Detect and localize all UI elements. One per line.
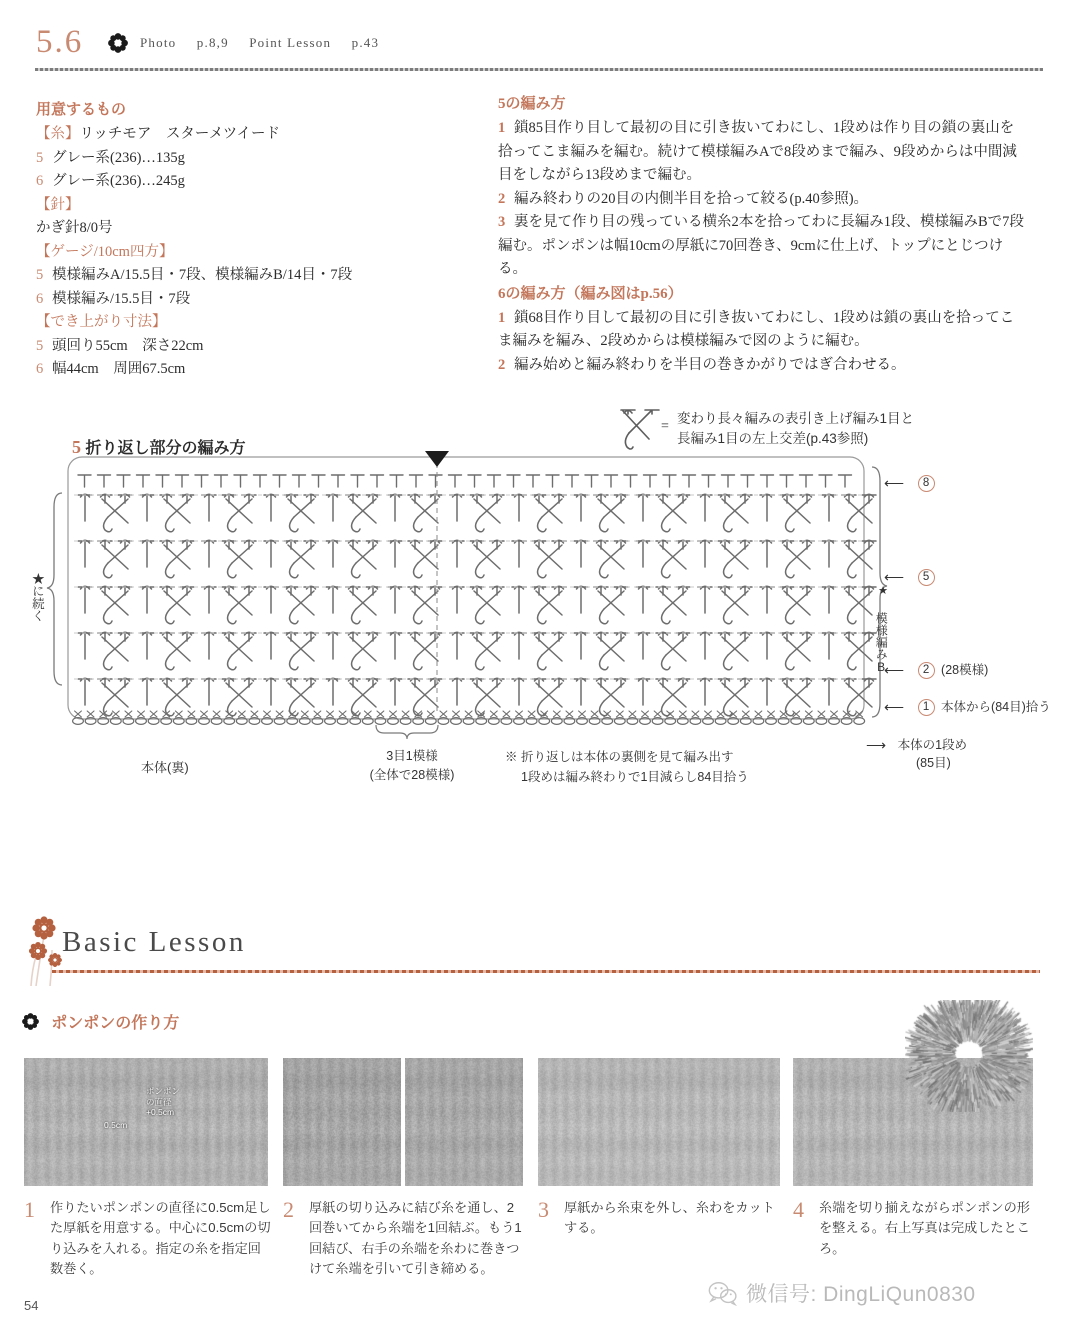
left-arrow-icon: ⟵ — [884, 475, 905, 491]
anno-line3: +0.5cm — [146, 1107, 175, 1118]
chart-title-text: 折り返し部分の編み方 — [85, 440, 246, 457]
instruction-step — [498, 188, 1028, 211]
header-meta — [140, 35, 395, 51]
step-photo-1 — [24, 1058, 268, 1186]
body-first-row-line2: (85目) — [916, 756, 951, 770]
row-number-badge: 8 — [918, 475, 935, 492]
yarn-item-no: 6 — [36, 173, 44, 190]
step-caption-1 — [24, 1198, 272, 1280]
page-number: 54 — [24, 1298, 39, 1313]
pompom-heading — [22, 1010, 179, 1033]
row-marker-note: 本体から(84目)拾う — [941, 700, 1051, 714]
photo-canvas — [538, 1058, 780, 1186]
step-number: 3 — [498, 214, 506, 231]
yarn-item-text: グレー系(236)…245g — [52, 173, 185, 190]
section-5-title: の編み方 — [505, 96, 566, 112]
header-divider — [35, 68, 1043, 71]
pompom-heading-text: ポンポンの作り方 — [51, 1015, 180, 1032]
repeat-width-line2: (全体で28模様) — [369, 767, 455, 782]
step-caption-3 — [538, 1198, 780, 1239]
wechat-watermark — [708, 1278, 976, 1308]
section-5-number: 5 — [498, 96, 506, 112]
step-photo-2a — [283, 1058, 401, 1186]
gauge-brace: 【ゲージ/10cm四方】 — [36, 243, 174, 260]
step-caption-2 — [283, 1198, 525, 1280]
section-6-number: 6 — [498, 285, 506, 302]
step-text: 作りたいポンポンの直径に0.5cm足した厚紙を用意する。中心に0.5cmの切り込みを入れる。指定の糸を指定回数巻く。 — [50, 1200, 271, 1277]
step-number: 4 — [793, 1197, 804, 1222]
step-text: 裏を見て作り目の残っている横糸2本を拾ってわに長編み1段、模様編みBで7段編む。ポンポンは幅10cmの厚紙に70回巻き、9cmに仕上げ、トップにとじつける。 — [498, 214, 1024, 278]
right-arrow-icon: ⟶ — [866, 737, 887, 754]
step-number: 2 — [498, 190, 506, 207]
left-arrow-icon: ⟵ — [884, 569, 905, 585]
row-marker-1 — [884, 697, 1051, 716]
row-marker-2 — [884, 660, 988, 679]
step-text: 厚紙から糸束を外し、糸わをカットする。 — [564, 1200, 775, 1236]
left-arrow-icon: ⟵ — [884, 699, 905, 716]
chart-number: 5 — [72, 437, 81, 457]
left-arrow-icon: ⟵ — [884, 662, 905, 679]
yarn-brace: 【糸】 — [36, 126, 80, 143]
needle-brace: 【針】 — [36, 196, 80, 213]
body-first-row-marker — [866, 735, 967, 754]
instructions-column — [498, 92, 1028, 377]
yarn-item — [36, 170, 476, 193]
repeat-width-line1: 3目1模様 — [386, 749, 438, 763]
size-item — [36, 358, 476, 381]
page-title: 5.6 — [36, 24, 84, 60]
legend-line-2: 長編み1目の左上交差(p.43参照) — [677, 431, 869, 447]
body-first-row-line1: 本体の1段め — [897, 738, 968, 752]
yarn-item-text: グレー系(236)…135g — [52, 149, 185, 166]
photo-annotation-text — [146, 1086, 180, 1118]
size-item-no: 5 — [36, 337, 44, 354]
photo-canvas — [905, 1000, 1033, 1112]
step-number: 2 — [498, 356, 506, 373]
step-photo-2b — [405, 1058, 523, 1186]
step-caption-4 — [793, 1198, 1033, 1259]
chart-note — [505, 747, 749, 787]
flower-icon — [22, 1013, 39, 1030]
gauge-item-text: 模様編み/15.5目・7段 — [52, 290, 191, 307]
repeat-width-brace — [376, 725, 438, 739]
yarn-item — [36, 147, 476, 170]
flower-icon — [108, 33, 128, 53]
step-text: 鎖85目作り目して最初の目に引き抜いてわにし、1段めは作り目の鎖の裏山を拾ってこま編みを編む。続けて模様編みAで8段めまで編み、9段めからは中間減目をしながら13段めまで編む。 — [498, 120, 1017, 184]
yarn-name: リッチモア スターメツイード — [79, 126, 281, 143]
size-item-no: 6 — [36, 361, 44, 378]
row-number-badge: 1 — [918, 699, 935, 716]
row-number-badge: 2 — [918, 662, 935, 679]
start-direction-arrow — [425, 451, 449, 467]
gauge-item — [36, 264, 476, 287]
legend-line-1: 変わり長々編みの表引き上げ編み1目と — [677, 411, 915, 426]
repeat-width-label — [364, 747, 460, 785]
foundation-chain-row — [73, 711, 865, 724]
legend-equals-sign: = — [661, 419, 669, 434]
pattern-b-label — [874, 585, 892, 689]
instruction-step — [498, 117, 1028, 187]
size-item-text: 頭回り55cm 深さ22cm — [52, 337, 204, 354]
gauge-item-no: 5 — [36, 267, 44, 284]
basic-lesson-title: Basic Lesson — [62, 926, 246, 958]
point-lesson-label: Point Lesson — [249, 35, 332, 50]
chart-note-line2: 1段めは編み終わりで1目減らし84目拾う — [521, 770, 749, 784]
section-5-heading — [498, 92, 1028, 116]
section-6-title: の編み方（編み図はp.56） — [505, 285, 683, 302]
wechat-icon — [708, 1280, 738, 1306]
section-6-heading — [498, 282, 1028, 306]
instruction-step — [498, 307, 1028, 354]
instruction-step — [498, 211, 1028, 281]
body-back-label: 本体(裏) — [141, 760, 189, 775]
step-number: 1 — [498, 120, 506, 137]
row-marker-note: (28模様) — [941, 663, 989, 677]
instruction-step — [498, 354, 1028, 377]
page-header — [0, 0, 1080, 82]
step-text: 糸端を切り揃えながらポンポンの形を整える。右上写真は完成したところ。 — [819, 1200, 1030, 1256]
anno-line2: の直径 — [146, 1096, 172, 1107]
crochet-chart-section — [0, 395, 1080, 815]
row-marker-5 — [884, 569, 935, 586]
pattern-b-text: 模様編みB — [874, 612, 889, 675]
step-text: 編み終わりの20目の内側半目を拾って絞る(p.40参照)。 — [514, 190, 869, 207]
step-photo-3 — [538, 1058, 780, 1186]
gauge-item — [36, 288, 476, 311]
step-number: 3 — [538, 1197, 549, 1222]
yarn-line — [36, 123, 476, 146]
gauge-item-text: 模様編みA/15.5目・7段、模様編みB/14目・7段 — [52, 267, 353, 284]
materials-column — [36, 98, 476, 382]
stitch-grid — [78, 475, 876, 716]
photo-measure-label: 0.5cm — [104, 1120, 128, 1130]
step-text: 鎖68目作り目して最初の目に引き抜いてわにし、1段めは鎖の裏山を拾ってこま編みを編み、2段めからは模様編みで図のように編む。 — [498, 309, 1015, 350]
star-marker: ★ — [878, 585, 888, 597]
materials-heading: 用意するもの — [36, 102, 127, 118]
step-number: 2 — [283, 1197, 294, 1222]
continue-to-star-label: ★に続く — [30, 572, 45, 622]
size-item-text: 幅44cm 周囲67.5cm — [52, 361, 186, 378]
gauge-item-no: 6 — [36, 290, 44, 307]
photo-canvas — [405, 1058, 523, 1186]
photo-canvas — [283, 1058, 401, 1186]
step-text: 厚紙の切り込みに結び糸を通し、2回巻いてから糸端を1回結ぶ。もう1回結び、右手の糸端を糸わに巻きつけて糸端を引いて引き締める。 — [309, 1200, 522, 1277]
photo-pages: p.8,9 — [196, 35, 229, 50]
photo-label: Photo — [140, 35, 177, 50]
step-number: 1 — [498, 309, 506, 326]
needle-text: かぎ針8/0号 — [36, 220, 113, 237]
wechat-text: 微信号: DingLiQun0830 — [746, 1283, 976, 1306]
anno-line1: ポンポン — [146, 1086, 181, 1096]
size-brace: 【でき上がり寸法】 — [36, 314, 167, 331]
row-marker-8 — [884, 475, 935, 492]
row-number-badge: 5 — [918, 569, 935, 586]
yarn-item-no: 5 — [36, 149, 44, 166]
basic-lesson-divider — [52, 970, 1040, 973]
chart-note-line1: ※ 折り返しは本体の裏側を見て編み出す — [505, 750, 734, 764]
finished-pompom-photo — [905, 1000, 1033, 1112]
size-item — [36, 335, 476, 358]
step-number: 1 — [24, 1197, 35, 1222]
point-lesson-page: p.43 — [351, 35, 380, 50]
step-text: 編み始めと編み終わりを半目の巻きかがりではぎ合わせる。 — [514, 356, 906, 373]
photo-canvas — [24, 1058, 268, 1186]
